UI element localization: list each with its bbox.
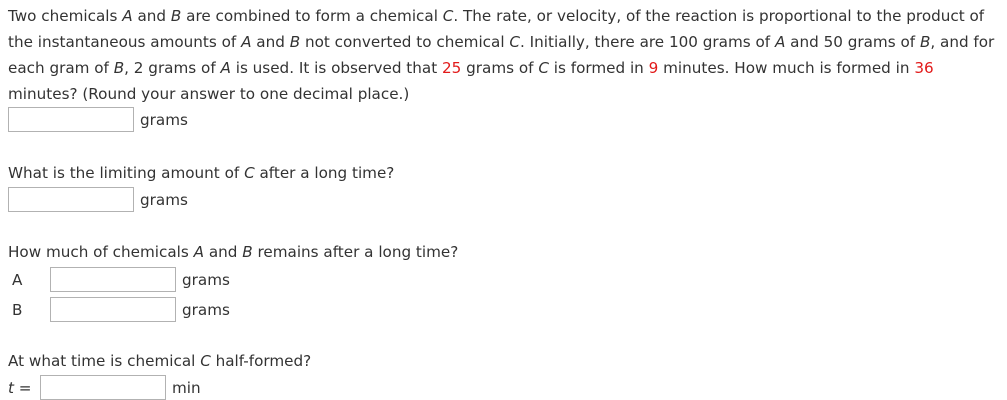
label-b: B [12, 300, 23, 319]
unit-label: grams [182, 270, 230, 289]
unit-label: grams [182, 300, 230, 319]
answer-input-time[interactable] [40, 375, 166, 400]
value-25: 25 [441, 59, 462, 77]
answer-input-a-remaining[interactable] [50, 267, 176, 292]
question-limiting-c: What is the limiting amount of C after a long time? [8, 164, 395, 182]
unit-label: grams [140, 190, 188, 209]
question-half-formed: At what time is chemical C half-formed? [8, 352, 312, 370]
label-t: t = [8, 378, 32, 397]
unit-label: min [172, 378, 201, 397]
answer-row-a [8, 267, 999, 292]
answer-input-grams-36min[interactable] [8, 107, 134, 132]
question-remaining: How much of chemicals A and B remains after a long time? [8, 243, 459, 261]
problem-statement: Two chemicals A and B are combined to form a chemical C. The rate, or velocity, of the reaction is proportional to the product of the instantaneous amounts of A and B not converted to chemical C. Initially, there are 100 grams of A and 50 grams of B, and for each gram of B, 2 grams of A is used. It is observed that 25 grams of C is formed in 9 minutes. How much is formed in 36 minutes? (Round your answer to one decimal place.) [8, 7, 995, 103]
answer-input-b-remaining[interactable] [50, 297, 176, 322]
answer-row-2 [8, 187, 999, 212]
answer-row-b [8, 297, 999, 322]
answer-row-1 [8, 107, 999, 132]
unit-label: grams [140, 110, 188, 129]
value-9: 9 [648, 59, 659, 77]
label-a: A [12, 270, 23, 289]
answer-input-limiting-c[interactable] [8, 187, 134, 212]
answer-row-t [8, 375, 999, 400]
value-36: 36 [914, 59, 934, 77]
